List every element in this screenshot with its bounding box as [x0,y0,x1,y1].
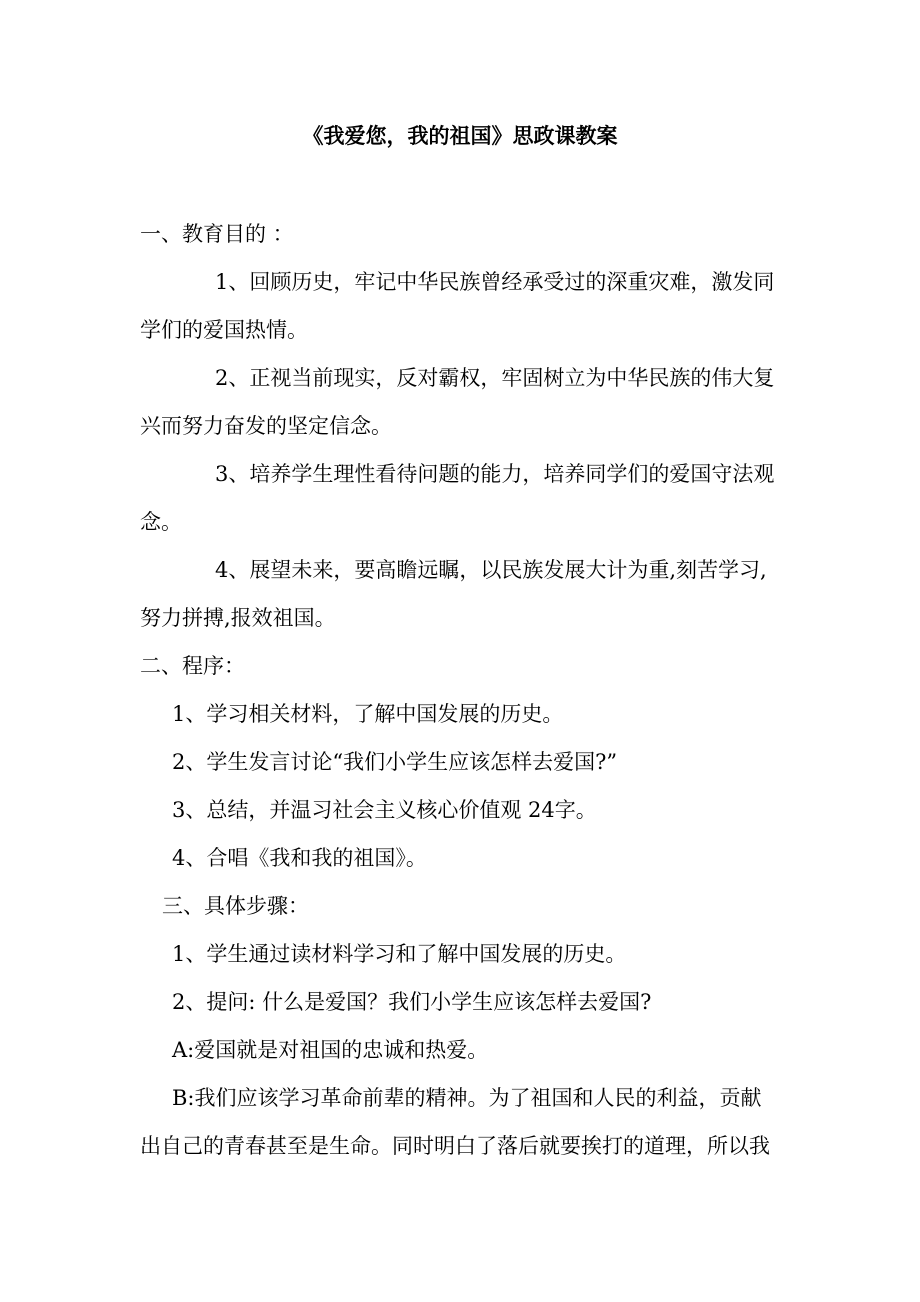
steps-item-2: 2、提问: 什么是爱国？我们小学生应该怎样去爱国? [172,990,652,1014]
procedure-item-4: 4、合唱《我和我的祖国》。 [172,846,427,870]
objective-3-line-2: 念。 [140,510,182,534]
objective-2-line-1: 2、正视当前现实，反对霸权，牢固树立为中华民族的伟大复 [215,366,775,390]
steps-answer-a: A:爱国就是对祖国的忠诚和热爱。 [172,1038,489,1062]
objective-4-line-1: 4、展望未来，要高瞻远瞩，以民族发展大计为重,刻苦学习, [215,558,767,582]
steps-answer-b-line-1: B:我们应该学习革命前辈的精神。为了祖国和人民的利益，贡献 [172,1086,762,1110]
objective-1-line-1: 1、回顾历史，牢记中华民族曾经承受过的深重灾难，激发同 [215,270,775,294]
objective-3-line-1: 3、培养学生理性看待问题的能力，培养同学们的爱国守法观 [215,462,775,486]
procedure-item-1: 1、学习相关材料，了解中国发展的历史。 [172,702,564,726]
procedure-item-2: 2、学生发言讨论“我们小学生应该怎样去爱国?” [172,750,618,774]
steps-item-1: 1、学生通过读材料学习和了解中国发展的历史。 [172,942,627,966]
section-heading-steps: 三、具体步骤： [162,894,309,918]
procedure-item-3: 3、总结，并温习社会主义核心价值观 24字。 [172,798,597,822]
objective-2-line-2: 兴而努力奋发的坚定信念。 [140,414,392,438]
section-heading-objectives: 一、教育目的 ： [140,222,294,246]
steps-answer-b-line-2: 出自己的青春甚至是生命。同时明白了落后就要挨打的道理，所以我 [140,1134,770,1158]
objective-1-line-2: 学们的爱国热情。 [140,318,308,342]
objective-4-line-2: 努力拼搏,报效祖国。 [140,606,336,630]
section-heading-procedure: 二、程序： [140,654,245,678]
document-title: 《我爱您，我的祖国》思政课教案 [302,124,618,148]
